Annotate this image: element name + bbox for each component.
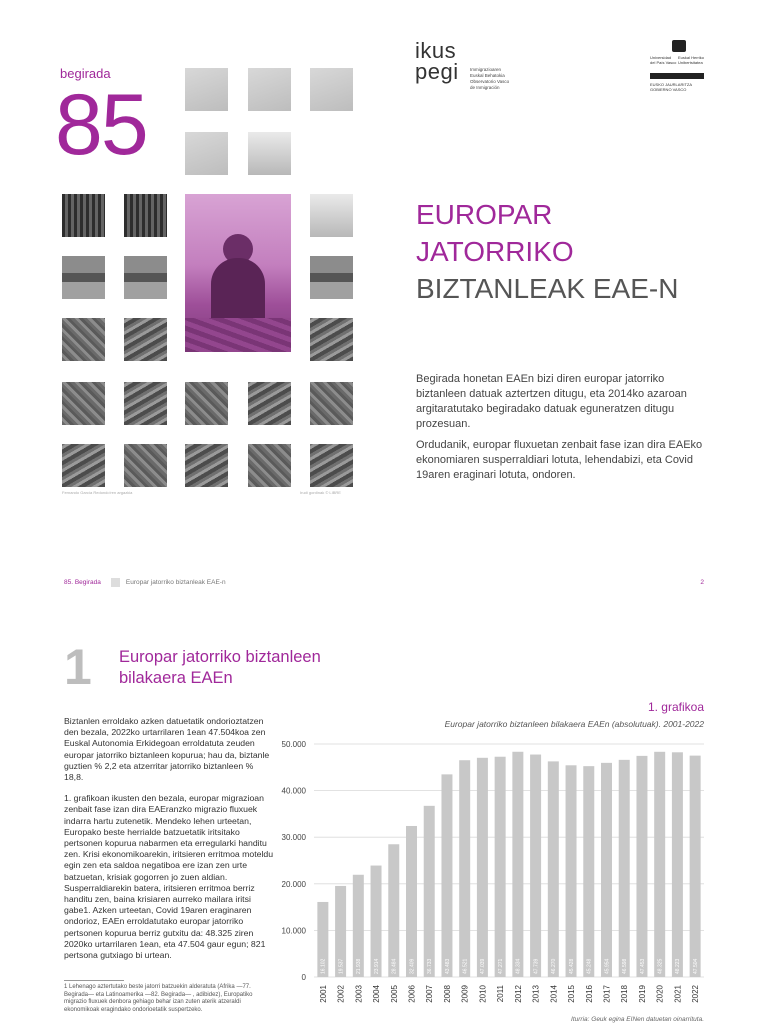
chart-subtitle: Europar jatorriko biztanleen bilakaera EAEn (absolutuak). 2001-2022 <box>444 719 704 729</box>
y-tick-label: 50.000 <box>281 740 306 749</box>
mosaic-tile <box>62 256 105 299</box>
section-number: 1 <box>64 639 92 695</box>
y-tick-label: 20.000 <box>281 879 306 889</box>
x-tick-label: 2005 <box>389 985 399 1003</box>
footer-square-icon <box>111 578 120 587</box>
ikuspegi-logo <box>415 40 459 82</box>
mosaic-tile <box>248 444 291 487</box>
footnote: 1 Lehenago aztertutako beste jatorri batzuekin alderatuta (Afrika —77. Begirada— eta Latinoamerika —82. Begirada— , adibidez), Europatiko migrazio fluxuek denbora gehiago behar izan zuten aterik atzeraldi ekonomikoak eragindako ondorioetatik suspertzeko. <box>64 984 253 1013</box>
section-title: Europar jatorriko biztanleen bilakaera EAEn <box>119 648 321 687</box>
bar <box>424 806 435 977</box>
bar <box>601 763 612 977</box>
uni-text-1: Universidad <box>650 55 672 60</box>
logo-pegi-text: pegi <box>415 59 459 84</box>
x-tick-label: 2014 <box>549 985 559 1003</box>
university-emblem-icon <box>672 40 686 52</box>
x-tick-label: 2002 <box>336 985 346 1003</box>
footer-title: Europar jatorriko biztanleak EAE-n <box>125 579 226 586</box>
mosaic-tile <box>62 382 105 425</box>
bar <box>583 766 594 977</box>
mosaic-tile <box>185 382 228 425</box>
bar-value-label: 48.223 <box>675 958 682 974</box>
logo-sub-4: de Inmigración <box>470 85 500 90</box>
logo-sub-3: Observatorio Vasco <box>470 79 510 84</box>
x-tick-label: 2020 <box>655 985 665 1003</box>
mosaic-tile <box>310 68 353 111</box>
bar-value-label: 47.039 <box>480 958 487 974</box>
bar <box>548 761 559 977</box>
bar-value-label: 16.102 <box>320 958 327 974</box>
bar-value-label: 45.428 <box>568 958 575 974</box>
y-tick-label: 30.000 <box>281 833 306 843</box>
mosaic-tile <box>124 382 167 425</box>
x-tick-label: 2011 <box>496 985 506 1003</box>
photo-credit-left: Fernando García Redondo'ren argazkia <box>62 490 133 495</box>
x-tick-label: 2001 <box>318 985 328 1003</box>
bar-chart <box>280 730 710 1014</box>
logo-sub-2: Euskal Behatokia <box>470 73 505 78</box>
mosaic-tile <box>248 68 291 111</box>
footer-publication: 85. Begirada <box>64 579 101 586</box>
section-paragraph-1: Biztanlen erroldako azken datuetatik ondorioztatzen den bezala, 2022ko urtarrilaren 1ean 47.504koa zen Euskal Autonomia Erkidegoan erroldatuta zeuden europar jatorriko biztanleen kopurua; hau da, biztanle guztien % 2,2 eta atzerritar jatorriko biztanleen % 18,8. <box>64 716 270 783</box>
bar-value-label: 45.248 <box>586 958 593 974</box>
bar-value-label: 46.598 <box>622 958 629 974</box>
government-logo <box>650 73 704 92</box>
logo-sub-1: Immigrazioaren <box>470 67 502 72</box>
y-tick-label: 10.000 <box>281 926 306 936</box>
bar-value-label: 23.914 <box>373 958 380 974</box>
bar <box>530 755 541 977</box>
mosaic-tile <box>248 132 291 175</box>
ikuspegi-logo-subtitle <box>470 67 509 91</box>
x-tick-label: 2008 <box>442 985 452 1003</box>
bar <box>690 756 701 977</box>
hero-rocks <box>185 318 291 352</box>
x-tick-label: 2007 <box>425 985 435 1003</box>
x-tick-label: 2010 <box>478 985 488 1003</box>
bar-value-label: 32.409 <box>409 958 416 974</box>
cover-number: 85 <box>55 77 147 173</box>
cover-title-line-1: EUROPAR <box>416 199 553 230</box>
bar-value-label: 46.521 <box>462 958 469 974</box>
mosaic-tile <box>248 382 291 425</box>
mosaic-tile <box>62 444 105 487</box>
bar <box>441 774 452 977</box>
x-tick-label: 2009 <box>460 985 470 1003</box>
bar-value-label: 43.483 <box>444 958 451 974</box>
bar-value-label: 19.537 <box>338 958 345 974</box>
cover-intro <box>416 372 716 489</box>
cover-title-line-3: BIZTANLEAK EAE-N <box>416 273 679 304</box>
section-body <box>64 716 274 971</box>
x-tick-label: 2018 <box>620 985 630 1003</box>
y-tick-label: 40.000 <box>281 786 306 796</box>
mosaic-tile <box>310 382 353 425</box>
footnote-rule <box>64 980 124 981</box>
x-tick-label: 2021 <box>673 985 683 1003</box>
mosaic-tile <box>185 132 228 175</box>
x-tick-label: 2013 <box>531 985 541 1003</box>
mosaic-tile <box>310 194 353 237</box>
university-logo <box>650 40 704 65</box>
bar-value-label: 45.954 <box>604 958 611 974</box>
x-tick-label: 2016 <box>584 985 594 1003</box>
government-text: EUSKO JAURLARITZA GOBIERNO VASCO <box>650 82 692 92</box>
bar <box>566 765 577 977</box>
bar-value-label: 47.271 <box>497 958 504 974</box>
cover-title <box>416 196 678 307</box>
hero-photo <box>185 194 291 352</box>
x-tick-label: 2012 <box>513 985 523 1003</box>
mosaic-tile <box>185 444 228 487</box>
x-tick-label: 2006 <box>407 985 417 1003</box>
bar <box>512 752 523 977</box>
uni-text-2: del País Vasco <box>650 60 677 65</box>
bar-value-label: 48.325 <box>657 958 664 974</box>
bar-value-label: 47.504 <box>692 958 699 974</box>
bar-value-label: 21.938 <box>356 958 363 974</box>
mosaic-tile <box>124 444 167 487</box>
bar <box>672 752 683 977</box>
cover-intro-p2: Ordudanik, europar fluxuetan zenbait fase izan dira EAEko ekonomiaren susperraldiari lotuta, lehendabizi, eta Covid 19aren eraginari lotuta, ondoren. <box>416 439 703 481</box>
x-tick-label: 2022 <box>691 985 701 1003</box>
mosaic-tile <box>185 68 228 111</box>
bar-value-label: 46.270 <box>551 958 558 974</box>
footer-page-number: 2 <box>700 579 704 586</box>
uni-text-3: Euskal Herriko <box>677 55 704 60</box>
section-paragraph-2: 1. grafikoan ikusten den bezala, europar migrazioan zenbait fase izan dira EAEranzko migrazio fluxuek indarra hartu zutenetik. Mendeko lehen urteetan, Europako beste herrialde batzuetatik iritsitako pertsonen kopurua nabarmen eta erregularki handitu zen. Krisi ekonomikoarekin, iritsieren erritmoa moteldu egin zen eta saldoa negatiboa ere izan zen urte batzuetan, krisiak gogorren jo zuen aldian. Susperraldiarekin batera, iritsieren erritmoa berriz handitu zen, baina krisiaren aurreko mailara iritsi gabe1. Azken urteetan, Covid 19aren eraginaren ondorioz, EAEn erroldatutako europar jatorriko pertsonen kopurua berriz gutxitu da: 48.325 ziren 2020ko urtarrilaren 1ean, eta 47.504 gaur egun; 821 pertsona gutxiago bi urtean. <box>64 793 274 961</box>
government-emblem-icon <box>650 73 704 79</box>
page-footer <box>64 578 704 587</box>
mosaic-tile <box>124 318 167 361</box>
bar <box>495 757 506 977</box>
x-tick-label: 2017 <box>602 985 612 1003</box>
bar-value-label: 36.733 <box>427 958 434 974</box>
bar-value-label: 28.484 <box>391 958 398 974</box>
chart-title: 1. grafikoa <box>647 700 704 714</box>
bar <box>477 758 488 977</box>
bar <box>406 826 417 977</box>
mosaic-tile <box>62 194 105 237</box>
x-tick-label: 2003 <box>354 985 364 1003</box>
cover-intro-p1: Begirada honetan EAEn bizi diren europar jatorriko biztanleen datuak aztertzen ditugu, eta 2014ko azaroan argitaratutako begiradako datuak eguneratzen ditugu prozesuan. <box>416 373 687 430</box>
x-tick-label: 2004 <box>372 985 382 1003</box>
chart-source: Iturria: Geuk egina EINen datuetan oinarrituta. <box>571 1016 704 1023</box>
bar-value-label: 47.453 <box>639 958 646 974</box>
bar <box>636 756 647 977</box>
x-tick-label: 2015 <box>567 985 577 1003</box>
x-tick-label: 2019 <box>637 985 647 1003</box>
logo-ikus-text: ikus <box>415 38 457 63</box>
uni-text-4: Unibertsitatea <box>677 60 703 65</box>
mosaic-tile <box>310 318 353 361</box>
cover-title-line-2: JATORRIKO <box>416 236 574 267</box>
mosaic-tile <box>310 256 353 299</box>
cover-label: begirada <box>60 66 111 81</box>
mosaic-tile <box>310 444 353 487</box>
photo-credit-right: Irudi gordinak © LIBRE <box>300 490 341 495</box>
y-tick-label: 0 <box>301 973 306 982</box>
bar-value-label: 48.334 <box>515 958 522 974</box>
bar <box>654 752 665 977</box>
mosaic-tile <box>124 194 167 237</box>
bar <box>459 760 470 977</box>
bar <box>619 760 630 977</box>
mosaic-tile <box>124 256 167 299</box>
mosaic-tile <box>62 318 105 361</box>
bar <box>388 844 399 977</box>
bar-value-label: 47.739 <box>533 958 540 974</box>
